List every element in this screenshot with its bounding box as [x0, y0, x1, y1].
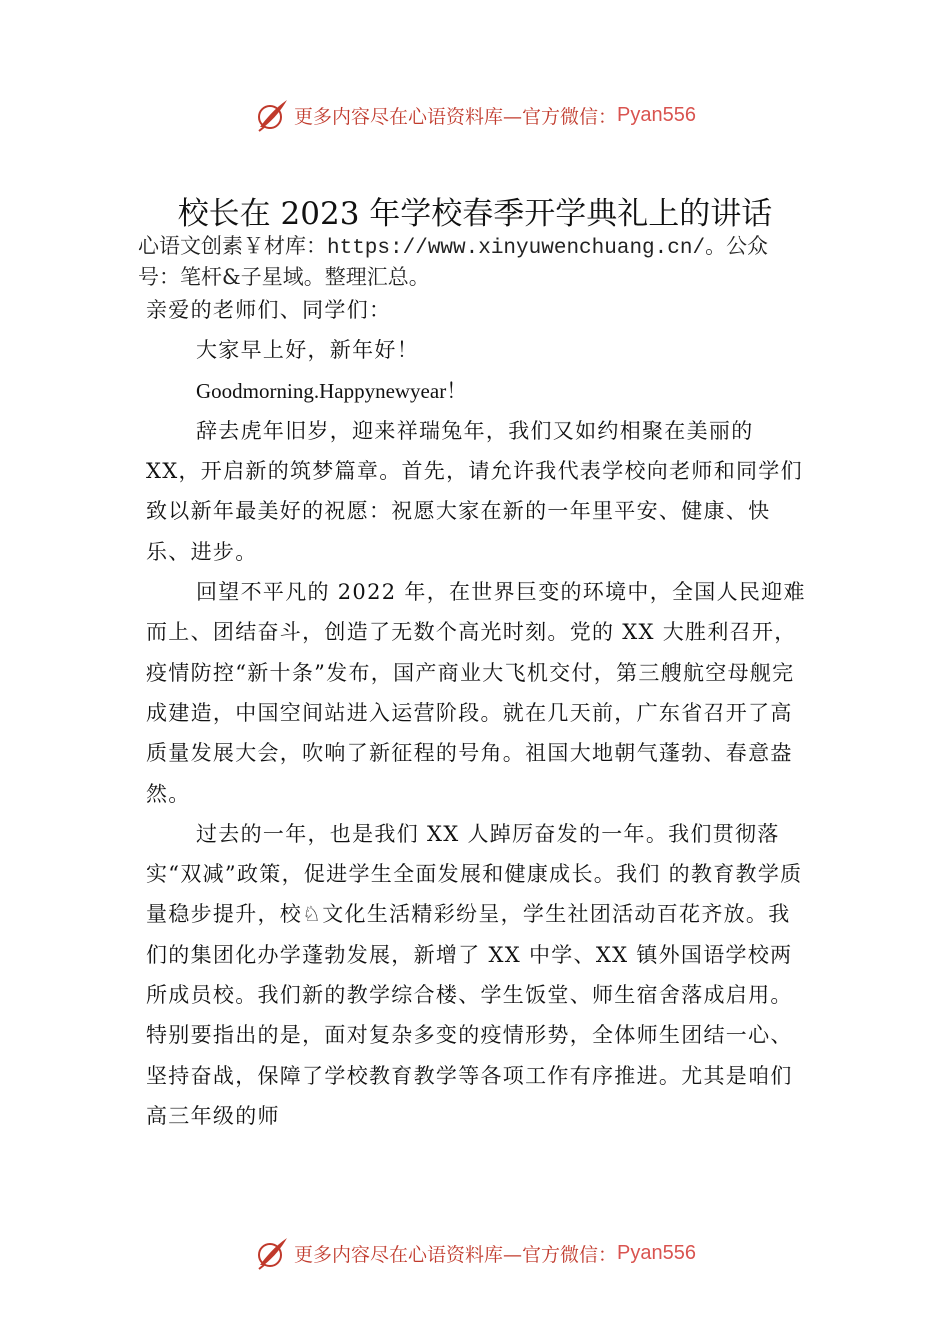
banner-wechat-id: Pyan556 — [617, 1241, 696, 1264]
source-url: https://www.xinyuwenchuang.cn/ — [327, 237, 706, 260]
source-suffix: 。公众 — [705, 234, 769, 258]
greeting-en: Goodmorning.Happynewyear！ — [196, 378, 468, 403]
salutation: 亲爱的老师们、同学们： — [146, 298, 392, 322]
paragraph-1: 辞去虎年旧岁，迎来祥瑞兔年，我们又如约相聚在美丽的 XX，开启新的筑梦篇章。首先，请允许我代表学校向老师和同学们致以新年最美好的祝愿：祝愿大家在新的一年里平安、健康、快乐、进步。 — [146, 418, 803, 564]
banner-text: 更多内容尽在心语资料库—官方微信： — [294, 105, 618, 128]
source-prefix: 心语文创素￥材库： — [138, 234, 327, 258]
document-title: 校长在 2023 年学校春季开学典礼上的讲话 — [177, 196, 773, 232]
paragraph-2: 回望不平凡的 2022 年，在世界巨变的环境中，全国人民迎难而上、团结奋斗，创造了无数个高光时刻。党的 XX 大胜利召开，疫情防控“新十条”发布，国产商业大飞机交付，第三艘航空母舰完成建造，中国空间站进入运营阶段。就在几天前，广东省召开了高质量发展大会，吹响了新征程的号角。祖国大地朝气蓬勃、春意盎然。 — [146, 580, 806, 806]
header-banner — [0, 95, 950, 135]
quill-pen-logo-icon — [254, 1235, 290, 1271]
footer-banner — [0, 1233, 950, 1273]
quill-pen-logo-icon — [254, 97, 290, 133]
greeting-cn: 大家早上好，新年好！ — [196, 338, 419, 363]
banner-text: 更多内容尽在心语资料库—官方微信： — [294, 1243, 618, 1266]
speech-body — [146, 290, 811, 1136]
paragraph-3: 过去的一年，也是我们 XX 人踔厉奋发的一年。我们贯彻落实“双减”政策，促进学生全面发展和健康成长。我们 的教育教学质量稳步提升，校♘文化生活精彩纷呈，学生社团活动百花齐放。我们的集团化办学蓬勃发展，新增了 XX 中学、XX 镇外国语学校两所成员校。我们新的教学综合楼、学生饭堂、师生宿舍落成启用。特别要指出的是，面对复杂多变的疫情形势，全体师生团结一心、坚持奋战，保障了学校教育教学等各项工作有序推进。尤其是咱们高三年级的师 — [146, 821, 803, 1128]
source-line-2: 号：笔杆&子星域。整理汇总。 — [138, 265, 430, 289]
banner-wechat-id: Pyan556 — [617, 103, 696, 126]
source-note — [138, 232, 828, 292]
